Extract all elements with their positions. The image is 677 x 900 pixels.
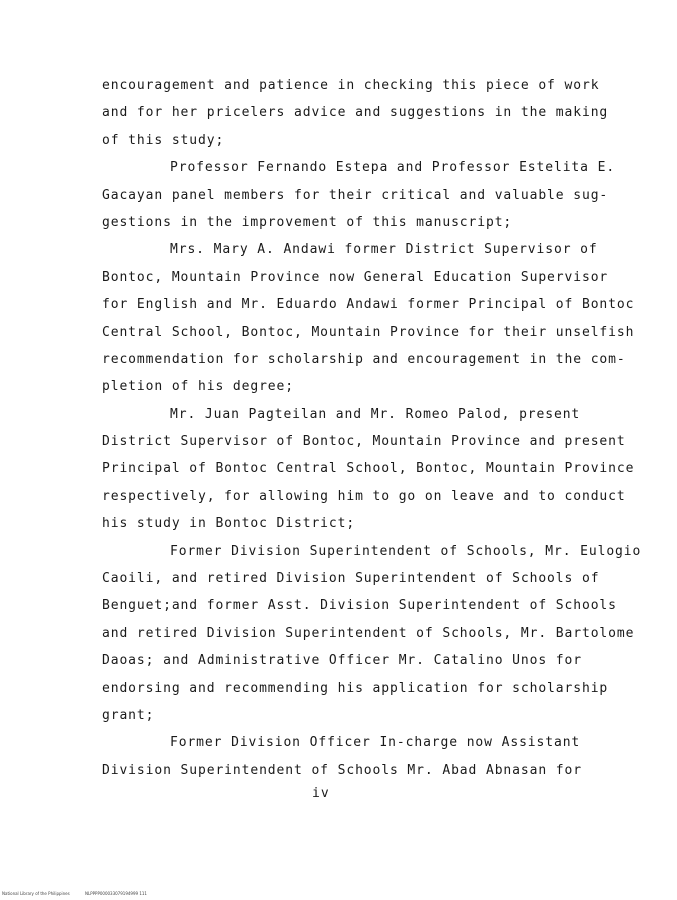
text-line: Professor Fernando Estepa and Professor Estelita E. [170,160,616,176]
text-line: Bontoc, Mountain Province now General Education Supervisor [102,269,609,285]
page-number: iv [312,786,330,801]
text-line: Benguet;and former Asst. Division Superintendent of Schools [102,598,617,614]
text-line: for English and Mr. Eduardo Andawi former Principal of Bontoc [102,297,635,313]
text-line: and for her pricelers advice and suggestions in the making [102,105,609,121]
text-line: Former Division Officer In-charge now Assistant [170,735,581,751]
scan-footer [2,891,147,896]
text-line: recommendation for scholarship and encouragement in the com- [102,351,626,367]
text-line: Gacayan panel members for their critical and valuable sug- [102,187,609,203]
text-line: Caoili, and retired Division Superintendent of Schools of [102,571,600,587]
text-line: Central School, Bontoc, Mountain Province for their unselfish [102,324,635,340]
text-line: Former Division Superintendent of Schools, Mr. Eulogio [170,543,642,559]
footer-code: NLPPPP000033079194999 111 [85,891,147,896]
text-line: endorsing and recommending his application for scholarship [102,680,609,696]
text-line: and retired Division Superintendent of Schools, Mr. Bartolome [102,625,635,641]
text-line: respectively, for allowing him to go on leave and to conduct [102,488,626,504]
text-line: Mr. Juan Pagteilan and Mr. Romeo Palod, present [170,406,581,422]
footer-library: National Library of the Philippines [2,891,70,896]
text-line: his study in Bontoc District; [102,516,356,532]
text-line: Daoas; and Administrative Officer Mr. Catalino Unos for [102,653,582,669]
text-line: Division Superintendent of Schools Mr. Abad Abnasan for [102,762,582,778]
acknowledgment-text [102,72,642,784]
text-line: Mrs. Mary A. Andawi former District Supervisor of [170,242,598,258]
text-line: pletion of his degree; [102,379,294,395]
text-line: grant; [102,707,155,723]
text-line: Principal of Bontoc Central School, Bontoc, Mountain Province [102,461,635,477]
text-line: encouragement and patience in checking this piece of work [102,78,600,93]
text-line: gestions in the improvement of this manuscript; [102,214,513,230]
text-line: District Supervisor of Bontoc, Mountain Province and present [102,434,626,450]
text-line: of this study; [102,132,225,148]
